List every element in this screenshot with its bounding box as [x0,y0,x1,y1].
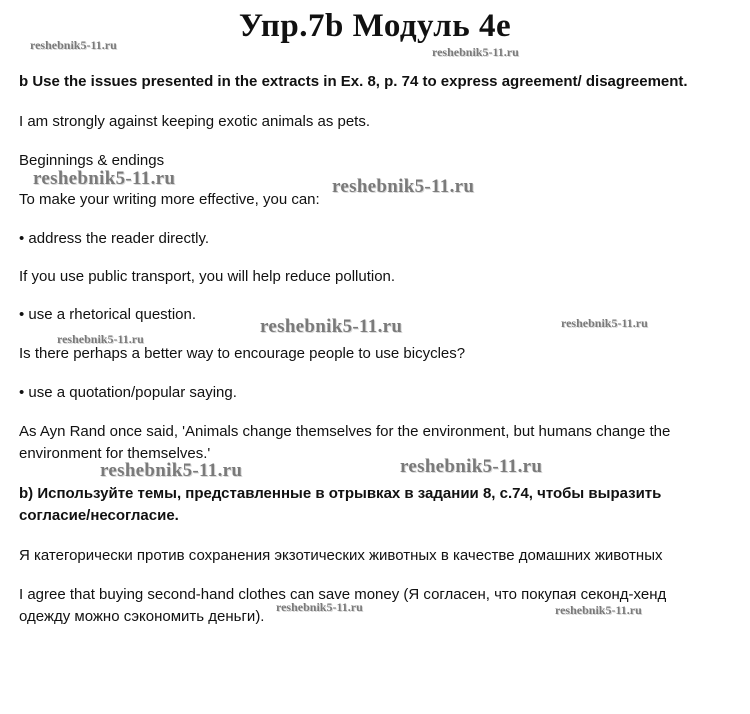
watermark: reshebnik5-11.ru [33,168,176,189]
tip-quotation: • use a quotation/popular saying. [19,384,237,401]
task-english: b Use the issues presented in the extracts in Ex. 8, p. 74 to express agreement/ disagreement. [19,73,688,90]
page-title: Упр.7b Модуль 4е [238,8,512,44]
watermark: reshebnik5-11.ru [30,38,117,52]
watermark: reshebnik5-11.ru [332,176,475,197]
example-address-reader: If you use public transport, you will help reduce pollution. [19,268,396,285]
answer-russian: Я категорически против сохранения экзотических животных в качестве домашних животных [19,547,663,564]
watermark: reshebnik5-11.ru [57,332,144,346]
watermark: reshebnik5-11.ru [260,316,403,337]
tip-address-reader: • address the reader directly. [19,230,210,247]
watermark: reshebnik5-11.ru [276,600,363,614]
tip-rhetorical-question: • use a rhetorical question. [19,306,197,323]
task-russian: b) Используйте темы, представленные в отрывках в задании 8, с.74, чтобы выразить согласие/несогласие. [19,485,662,524]
section-heading: Beginnings & endings [19,152,165,169]
intro-text: To make your writing more effective, you can: [19,191,320,208]
example-quotation: As Ayn Rand once said, 'Animals change themselves for the environment, but humans change the environment for themselves.' [19,423,671,462]
example-rhetorical-question: Is there perhaps a better way to encourage people to use bicycles? [19,345,466,362]
watermark: reshebnik5-11.ru [400,456,543,477]
watermark: reshebnik5-11.ru [432,45,519,59]
statement: I am strongly against keeping exotic animals as pets. [19,113,371,130]
watermark: reshebnik5-11.ru [561,316,648,330]
watermark: reshebnik5-11.ru [555,603,642,617]
watermark: reshebnik5-11.ru [100,460,243,481]
answer-english: I agree that buying second-hand clothes can save money (Я согласен, что покупая секонд-хенд одежду можно сэкономить деньги). [19,586,667,625]
